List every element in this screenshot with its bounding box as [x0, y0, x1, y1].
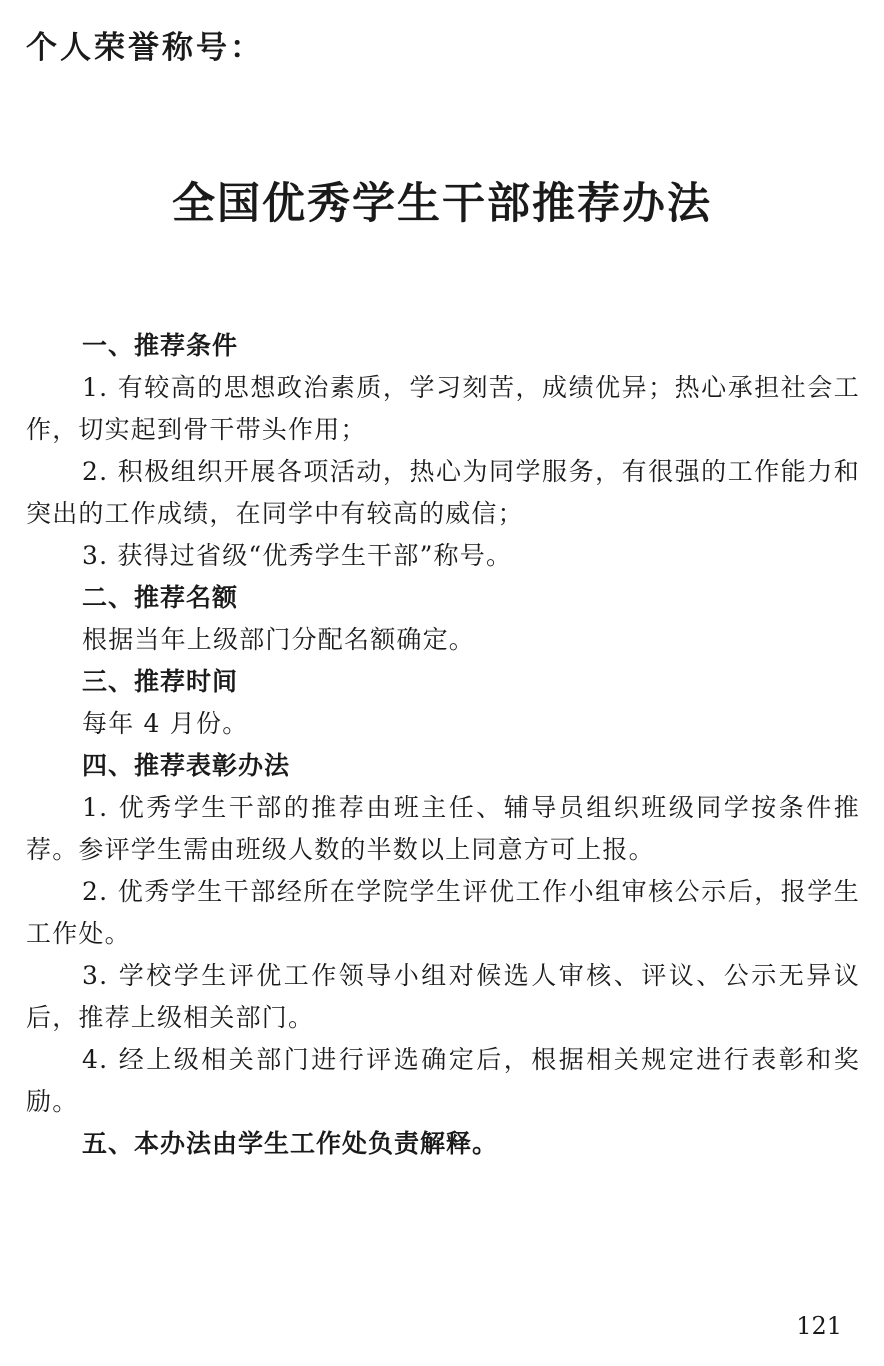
section-1-paragraph-1: 1. 有较高的思想政治素质，学习刻苦，成绩优异；热心承担社会工作，切实起到骨干带头作用； — [26, 373, 860, 444]
section-heading-4: 四、推荐表彰办法 — [82, 751, 291, 780]
section-heading-5: 五、本办法由学生工作处负责解释。 — [82, 1129, 499, 1158]
section-4-paragraph-1: 1. 优秀学生干部的推荐由班主任、辅导员组织班级同学按条件推荐。参评学生需由班级人数的半数以上同意方可上报。 — [26, 793, 860, 864]
document-body — [26, 325, 860, 1165]
document-title: 全国优秀学生干部推荐办法 — [172, 179, 712, 229]
section-4-paragraph-4: 4. 经上级相关部门进行评选确定后，根据相关规定进行表彰和奖励。 — [26, 1045, 860, 1116]
section-heading-3: 三、推荐时间 — [82, 667, 239, 696]
section-heading-2: 二、推荐名额 — [82, 583, 239, 612]
section-3-paragraph-1: 每年 4 月份。 — [82, 709, 249, 738]
category-header: 个人荣誉称号： — [26, 30, 264, 66]
page-number: 121 — [796, 1312, 842, 1340]
section-4-paragraph-3: 3. 学校学生评优工作领导小组对候选人审核、评议、公示无异议后，推荐上级相关部门。 — [26, 961, 860, 1032]
section-1-paragraph-3: 3. 获得过省级“优秀学生干部”称号。 — [82, 541, 513, 570]
section-4-paragraph-2: 2. 优秀学生干部经所在学院学生评优工作小组审核公示后，报学生工作处。 — [26, 877, 860, 948]
section-2-paragraph-1: 根据当年上级部门分配名额确定。 — [82, 625, 476, 654]
section-1-paragraph-2: 2. 积极组织开展各项活动，热心为同学服务，有很强的工作能力和突出的工作成绩，在同学中有较高的威信； — [26, 457, 860, 528]
section-heading-1: 一、推荐条件 — [82, 331, 239, 360]
